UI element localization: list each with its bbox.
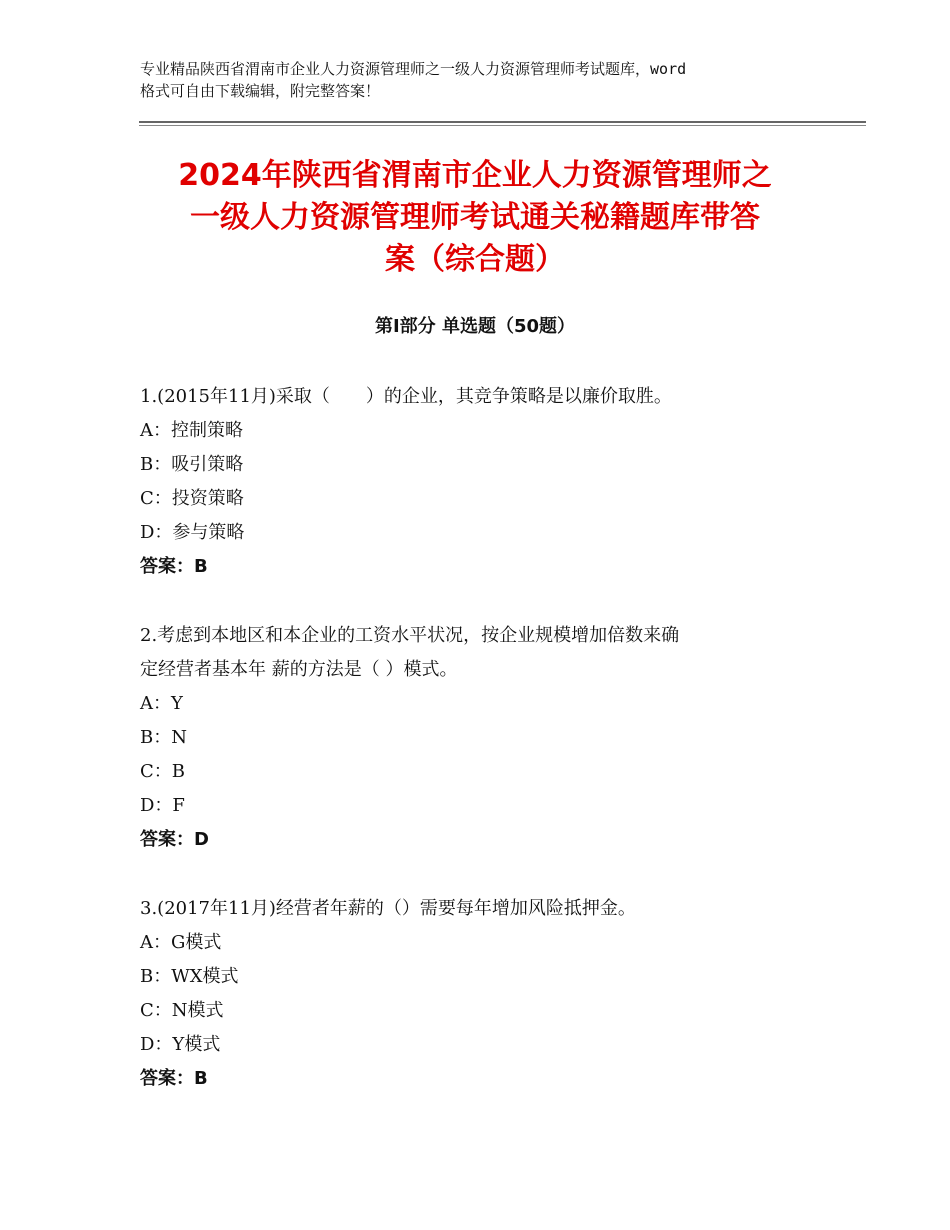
option-c: C：B [140,761,185,782]
header-divider-thick [139,121,866,123]
question-stem: 3.(2017年11月)经营者年薪的（）需要每年增加风险抵押金。 [140,898,636,919]
option-d: D：F [140,795,185,816]
question-1 [140,380,830,584]
document-title-line-1: 2024年陕西省渭南市企业人力资源管理师之 [178,158,772,193]
question-stem: 1.(2015年11月)采取（ ）的企业，其竞争策略是以廉价取胜。 [140,386,672,407]
option-c: C：N模式 [140,1000,224,1021]
option-c: C：投资策略 [140,488,244,509]
question-3 [140,892,830,1096]
document-title-line-3: 案（综合题） [385,242,565,277]
header-note-line-1: 专业精品陕西省渭南市企业人力资源管理师之一级人力资源管理师考试题库，word [140,60,687,78]
section-heading: 第Ⅰ部分 单选题（50题） [374,316,575,337]
option-b: B：吸引策略 [140,454,244,475]
option-b: B：N [140,727,187,748]
question-2 [140,619,830,857]
question-stem-line-1: 2.考虑到本地区和本企业的工资水平状况，按企业规模增加倍数来确 [140,625,680,646]
option-d: D：Y模式 [140,1034,221,1055]
option-a: A：控制策略 [140,420,243,441]
header-note [140,58,830,102]
option-b: B：WX模式 [140,966,239,987]
answer: 答案：B [140,1068,208,1089]
option-a: A：Y [140,693,183,714]
document-title-line-2: 一级人力资源管理师考试通关秘籍题库带答 [190,200,760,235]
document-title [120,155,830,281]
answer: 答案：D [140,829,209,850]
option-d: D：参与策略 [140,522,245,543]
header-note-line-2: 格式可自由下载编辑，附完整答案！ [140,82,381,100]
option-a: A：G模式 [140,932,222,953]
header-divider-thin [139,125,866,126]
answer: 答案：B [140,556,208,577]
question-stem-line-2: 定经营者基本年 薪的方法是（ ）模式。 [140,659,458,680]
